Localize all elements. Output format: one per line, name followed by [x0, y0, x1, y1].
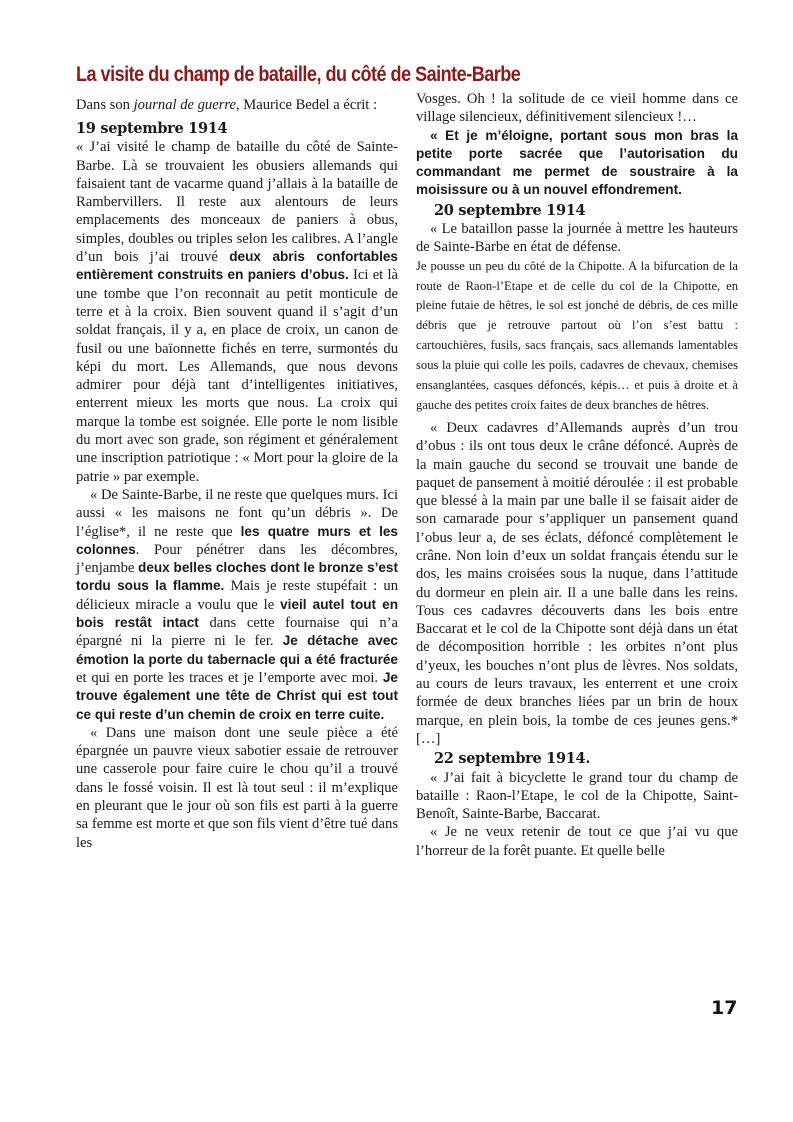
intro-text: Dans son — [76, 97, 134, 113]
paragraph-22-2: « Je ne veux retenir de tout ce que j’ai vu que l’horreur de la forêt puante. Et quelle belle — [416, 824, 738, 859]
paragraph-19-3-part2: Vosges. Oh ! la solitude de ce vieil homme dans ce village silencieux, définitivement silencieux !… — [416, 91, 738, 126]
text: Ici et là une tombe que l’on reconnait au petit monticule de terre et à la croix. Bien souvent quand il s’agit d’un soldat français, il y a, en place de croix, un canon de fusil ou une baïonnette fichés en terre, surmontés du képi du mort. Les Allemands, que nous devons admirer pour déjà tant d’intelligentes initiatives, enterrent mieux les morts que nous. La croix qui marque la tombe est soignée. Elle porte le nom lisible du mort avec son grade, son régiment et généralement une inscription patriotique : « Mort pour la gloire de la patrie » par exemple. — [76, 267, 399, 485]
bold-text: les quatre murs et les colonnes — [76, 523, 398, 557]
paragraph-19-1 — [76, 138, 398, 486]
text: et qui en porte les traces et je l’emporte avec moi. — [76, 669, 383, 686]
intro-paragraph — [76, 92, 398, 118]
paragraph-19-3-part1: « Dans une maison dont une seule pièce a été épargnée un pauvre vieux sabotier essaie de retrouver une casserole pour faire cuire le chou qu’il a trouvé dans le fossé voisin. Il est là tout seul : il m’explique en pleurant que le jour où son fils est parti à la guerre sa femme est morte et que son fils vient d’être tué dans les — [76, 724, 398, 851]
entry-date-19: 19 septembre 1914 — [76, 120, 228, 137]
paragraph-20-3: « Deux cadavres d’Allemands auprès d’un trou d’obus : ils ont tous deux le crâne défoncé. Auprès de la main gauche du second se trouvait une bande de paquet de pansement à moitié déroulée : il est probable que blessé à la main par une balle il se faisait aider de son camarade pour s’appliquer un pansement quand l’obus leur a, de ses éclats, défoncé complètement le crâne. Non loin d’eux un soldat français étendu sur le dos, les mains croisées sous la nuque, dans l’attitude du dormeur en plein air. Il a une balle dans les reins. Tous ces cadavres découverts dans les bois entre Baccarat et le col de la Chipotte sont déjà dans un état de décomposition horrible : les orbites n’ont plus d’yeux, les bouches n’ont plus de lèvres. Nos soldats, au cours de leurs travaux, les enterrent et une croix formée de deux branches liées par un brin de houx marque, en plein bois, la tombe de ces jeunes gens.* […] — [416, 419, 738, 747]
paragraph-20-2: Je pousse un peu du côté de la Chipotte. A la bifurcation de la route de Raon-l’Etape et de celle du col de la Chipotte, en pleine futaie de hêtres, le sol est jonché de débris, de ces mille débris que je retrouve partout où l’on s’est battu : cartouchières, fusils, sacs français, sacs allemands lamentables sous la pluie qui colle les poils, cadavres de chevaux, chemises ensanglantées, casques défoncés, képis… et puis à droite et à gauche des petites croix faites de deux branches de hêtres. — [416, 258, 738, 413]
intro-text-end: , Maurice Bedel a écrit : — [236, 97, 378, 113]
entry-date-22: 22 septembre 1914. — [434, 750, 591, 768]
bold-text: Je détache avec émotion la porte du tabernacle qui a été fracturée — [76, 633, 398, 667]
paragraph-22-1: « J’ai fait à bicyclette le grand tour du champ de bataille : Raon-l’Etape, le col de la Chipotte, Saint-Benoît, Sainte-Barbe, Baccarat. — [416, 769, 738, 823]
paragraph-20-1: « Le bataillon passe la journée à mettre les hauteurs de Sainte-Barbe en état de défense. — [416, 221, 738, 256]
paragraph-19-2 — [76, 486, 398, 724]
text: « J’ai visité le champ de bataille du côté de Sainte-Barbe. Là se trouvaient les obusiers allemands qui faisaient tant de vacarme quand j’allais à la bataille de Rambervillers. Il reste aux alentours de leurs emplacements des monceaux de paniers à obus, simples, doubles ou triples selon les calibres. A l’angle d’un bois j’ai trouvé — [76, 139, 398, 266]
bold-text: vieil autel tout en bois restât intact — [76, 596, 398, 631]
page-title: La visite du champ de bataille, du côté de Sainte-Barbe — [76, 63, 521, 86]
bold-text: deux abris confortables entièrement construits en paniers d’obus. — [76, 249, 398, 283]
right-column — [416, 90, 738, 860]
paragraph-19-4: « Et je m’éloigne, portant sous mon bras la petite porte sacrée que l’autorisation du commandant me permet de soustraire à la moisissure ou à un nouvel effondrement. — [416, 127, 738, 198]
page-number: 17 — [711, 997, 738, 1019]
bold-text: Je trouve également une tête de Christ qui est tout ce qui reste d’un chemin de croix en terre cuite. — [76, 669, 398, 722]
left-column — [76, 92, 398, 852]
entry-date-20: 20 septembre 1914 — [434, 201, 586, 219]
text: . Pour pénétrer dans les décombres, j’enjambe — [76, 541, 398, 577]
text: dans cette fournaise qui n’a épargné ni la pierre ni le fer. — [76, 615, 398, 650]
bold-text: deux belles cloches dont le bronze s’est tordu sous la flamme. — [76, 560, 398, 594]
text: Mais je reste stupéfait : un délicieux miracle a voulu que le — [76, 578, 398, 613]
text: « De Sainte-Barbe, il ne reste que quelques murs. Ici aussi « les maisons ne font qu’un débris ». De l’église*, il ne reste que — [76, 486, 398, 540]
intro-italic: journal de guerre — [133, 97, 236, 113]
